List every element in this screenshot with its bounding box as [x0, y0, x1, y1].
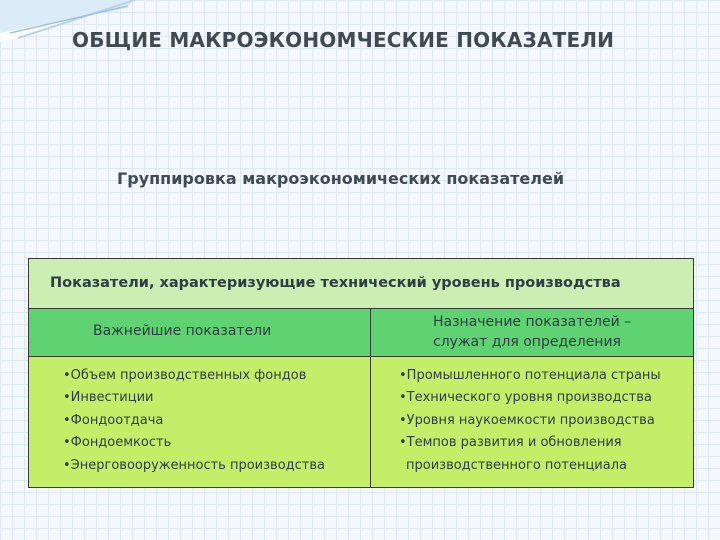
left-column-heading-text: Важнейшие показатели [93, 323, 272, 339]
indicators-table [28, 258, 694, 488]
list-item: •Объем производственных фондов [63, 368, 307, 383]
right-column-heading-text [433, 312, 631, 352]
left-column-body [29, 357, 371, 487]
list-item: •Уровня наукоемкости производства [399, 412, 655, 428]
right-heading-line: Назначение показателей – [433, 314, 632, 330]
right-column-heading [371, 309, 693, 357]
right-column-body [371, 357, 693, 487]
slide-title: ОБЩИЕ МАКРОЭКОНОМЧЕСКИЕ ПОКАЗАТЕЛИ [72, 28, 615, 52]
list-item: •Технического уровня производства [399, 390, 652, 406]
list-item-continuation: производственного потенциала [406, 457, 627, 473]
list-item: •Инвестиции [63, 390, 154, 406]
list-item: •Фондоотдача [63, 412, 164, 428]
table-header-text: Показатели, характеризующие технический уровень производства [50, 275, 621, 291]
table-header [29, 259, 693, 309]
list-item: •Промышленного потенциала страны [399, 368, 661, 383]
left-column-heading [29, 309, 371, 357]
list-item: •Темпов развития и обновления [399, 435, 622, 451]
list-item: •Энерговооруженность производства [63, 457, 325, 473]
slide-subtitle: Группировка макроэкономических показателей [117, 169, 565, 188]
list-item: •Фондоемкость [63, 435, 172, 451]
left-items-list [63, 365, 325, 477]
right-items-list [399, 365, 661, 477]
right-heading-line: служат для определения [433, 334, 621, 350]
